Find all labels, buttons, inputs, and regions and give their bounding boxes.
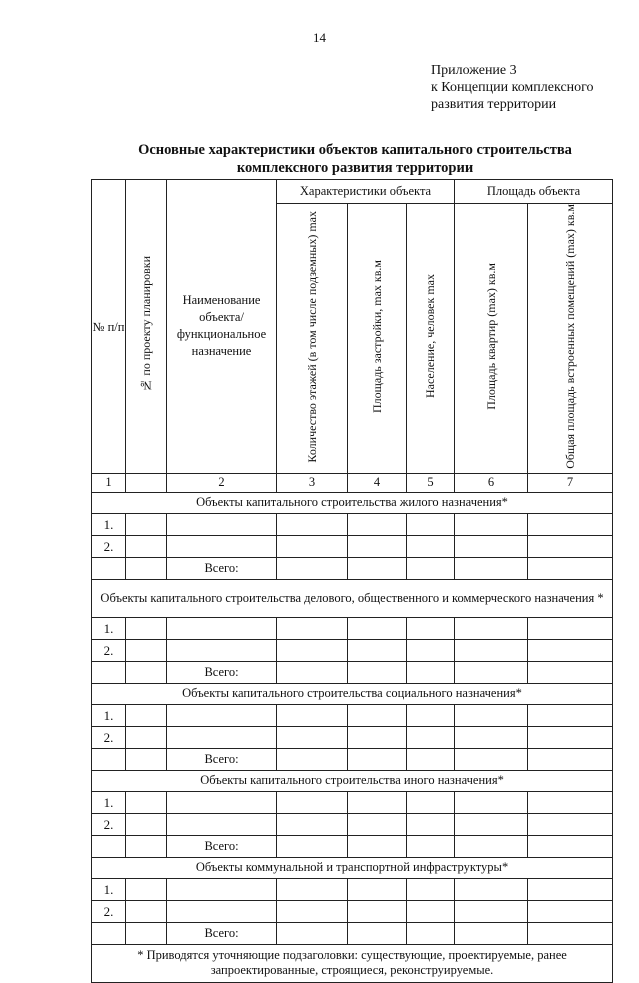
table-row [92, 813, 613, 835]
table-cell [92, 922, 126, 944]
table-cell [277, 748, 348, 770]
table-cell [92, 835, 126, 857]
table-cell [528, 661, 613, 683]
table-cell [407, 748, 455, 770]
table-cell [277, 835, 348, 857]
row-number: 2. [92, 535, 126, 557]
table-cell [167, 791, 277, 813]
table-cell [167, 726, 277, 748]
table-cell [126, 513, 167, 535]
table-row [92, 535, 613, 557]
table-cell [528, 922, 613, 944]
column-number: 1 [92, 473, 126, 492]
table-cell [528, 535, 613, 557]
table-row [92, 704, 613, 726]
table-cell [455, 726, 528, 748]
row-number: 1. [92, 878, 126, 900]
table-cell [277, 513, 348, 535]
table-cell [407, 704, 455, 726]
total-row [92, 748, 613, 770]
total-row [92, 661, 613, 683]
table-cell [348, 813, 407, 835]
table-cell [528, 639, 613, 661]
table-cell [528, 878, 613, 900]
table-cell [277, 661, 348, 683]
table-cell [167, 900, 277, 922]
table-cell [407, 513, 455, 535]
title-line: Основные характеристики объектов капитального строительства [138, 142, 572, 158]
table-cell [528, 900, 613, 922]
table-cell [528, 813, 613, 835]
table-cell [348, 726, 407, 748]
column-number: 5 [407, 473, 455, 492]
table-cell [348, 878, 407, 900]
section-title-row [92, 579, 613, 617]
row-number: 2. [92, 639, 126, 661]
table-cell [407, 639, 455, 661]
table-cell [167, 639, 277, 661]
section-title: Объекты капитального строительства делового, общественного и коммерческого назначения * [92, 579, 613, 617]
row-number: 1. [92, 704, 126, 726]
table-cell [126, 748, 167, 770]
row-number: 1. [92, 791, 126, 813]
table-cell [126, 557, 167, 579]
row-number: 1. [92, 513, 126, 535]
table-cell [126, 661, 167, 683]
table-cell [528, 791, 613, 813]
table-cell [407, 557, 455, 579]
column-number: 4 [348, 473, 407, 492]
table-cell [277, 535, 348, 557]
document-title [90, 141, 620, 177]
table-cell [455, 748, 528, 770]
page-number: 14 [313, 30, 326, 45]
table-cell [528, 835, 613, 857]
total-row [92, 557, 613, 579]
table-cell [407, 900, 455, 922]
header-population: Население, человек max [407, 204, 455, 474]
table-cell [348, 835, 407, 857]
section-title-row [92, 770, 613, 791]
section-title: Объекты капитального строительства жилого назначения* [92, 492, 613, 513]
table-cell [455, 900, 528, 922]
table-cell [126, 922, 167, 944]
header-built-area: Площадь застройки, max кв.м [348, 204, 407, 474]
table-cell [455, 513, 528, 535]
table-cell [92, 557, 126, 579]
table-cell [455, 835, 528, 857]
appendix-line: Приложение 3 [431, 63, 517, 78]
total-label: Всего: [167, 661, 277, 683]
footnote: * Приводятся уточняющие подзаголовки: существующие, проектируемые, ранее запроектированные, строящиеся, реконструируемые. [92, 944, 613, 982]
table-cell [277, 704, 348, 726]
row-number: 2. [92, 726, 126, 748]
table-cell [348, 513, 407, 535]
table-cell [528, 617, 613, 639]
table-cell [528, 557, 613, 579]
table-cell [167, 878, 277, 900]
table-cell [126, 535, 167, 557]
table-cell [528, 513, 613, 535]
section-title: Объекты капитального строительства иного назначения* [92, 770, 613, 791]
column-numbers-row [92, 473, 613, 492]
table-cell [126, 704, 167, 726]
total-row [92, 835, 613, 857]
table-cell [455, 639, 528, 661]
table-cell [92, 748, 126, 770]
header-project-number: № по проекту планировки [126, 180, 167, 474]
table-cell [407, 922, 455, 944]
table-cell [126, 639, 167, 661]
table-cell [455, 535, 528, 557]
footnote-row [92, 944, 613, 982]
table-cell [348, 639, 407, 661]
table-cell [167, 813, 277, 835]
row-number: 2. [92, 813, 126, 835]
header-floors: Количество этажей (в том числе подземных) max [277, 204, 348, 474]
header-group-characteristics: Характеристики объекта [277, 180, 455, 204]
table-cell [455, 617, 528, 639]
table-cell [277, 878, 348, 900]
table-cell [126, 791, 167, 813]
table-cell [348, 791, 407, 813]
table-cell [277, 639, 348, 661]
row-number: 1. [92, 617, 126, 639]
header-num: № п/п [92, 180, 126, 474]
table-cell [167, 704, 277, 726]
section-title: Объекты капитального строительства социального назначения* [92, 683, 613, 704]
section-title: Объекты коммунальной и транспортной инфраструктуры* [92, 857, 613, 878]
table-cell [348, 704, 407, 726]
header-row [92, 180, 613, 204]
table-cell [126, 726, 167, 748]
section-title-row [92, 492, 613, 513]
table-cell [277, 557, 348, 579]
table-cell [455, 661, 528, 683]
table-cell [277, 791, 348, 813]
table-cell [348, 535, 407, 557]
appendix-note [431, 62, 594, 113]
appendix-line: к Концепции комплексного [431, 80, 594, 95]
table-cell [455, 922, 528, 944]
table-cell [126, 878, 167, 900]
column-number: 3 [277, 473, 348, 492]
table-row [92, 900, 613, 922]
header-group-area: Площадь объекта [455, 180, 613, 204]
table-cell [407, 726, 455, 748]
table-cell [126, 900, 167, 922]
table-cell [277, 813, 348, 835]
total-label: Всего: [167, 835, 277, 857]
table-cell [407, 878, 455, 900]
column-number: 7 [528, 473, 613, 492]
table-cell [348, 617, 407, 639]
header-object-name: Наименование объекта/ функциональное назначение [167, 180, 277, 474]
column-number: 2 [167, 473, 277, 492]
table-cell [407, 535, 455, 557]
table-cell [277, 617, 348, 639]
table-cell [167, 513, 277, 535]
table-cell [92, 661, 126, 683]
table-cell [528, 704, 613, 726]
table-cell [126, 835, 167, 857]
table-row [92, 878, 613, 900]
section-title-row [92, 683, 613, 704]
table-cell [348, 661, 407, 683]
table-cell [348, 900, 407, 922]
table-cell [455, 878, 528, 900]
characteristics-table [91, 179, 613, 983]
table-cell [407, 835, 455, 857]
table-cell [407, 791, 455, 813]
total-row [92, 922, 613, 944]
section-title-row [92, 857, 613, 878]
title-line: комплексного развития территории [236, 160, 474, 176]
table-cell [277, 726, 348, 748]
table-row [92, 639, 613, 661]
table-cell [455, 704, 528, 726]
column-number [126, 473, 167, 492]
header-builtin-area: Общая площадь встроенных помещений (max) кв.м [528, 204, 613, 474]
table-cell [277, 922, 348, 944]
table-cell [167, 535, 277, 557]
table-cell [126, 813, 167, 835]
total-label: Всего: [167, 557, 277, 579]
table-cell [407, 813, 455, 835]
table-row [92, 726, 613, 748]
row-number: 2. [92, 900, 126, 922]
table-row [92, 791, 613, 813]
table-cell [455, 813, 528, 835]
table-row [92, 513, 613, 535]
table-cell [277, 900, 348, 922]
table-cell [528, 726, 613, 748]
table-row [92, 617, 613, 639]
total-label: Всего: [167, 922, 277, 944]
table-cell [348, 922, 407, 944]
table-cell [167, 617, 277, 639]
column-number: 6 [455, 473, 528, 492]
table-cell [455, 791, 528, 813]
table-cell [348, 748, 407, 770]
table-cell [407, 661, 455, 683]
header-apartments-area: Площадь квартир (max) кв.м [455, 204, 528, 474]
table-cell [348, 557, 407, 579]
table-cell [455, 557, 528, 579]
table-cell [126, 617, 167, 639]
table-cell [407, 617, 455, 639]
appendix-line: развития территории [431, 97, 557, 112]
total-label: Всего: [167, 748, 277, 770]
table-cell [528, 748, 613, 770]
